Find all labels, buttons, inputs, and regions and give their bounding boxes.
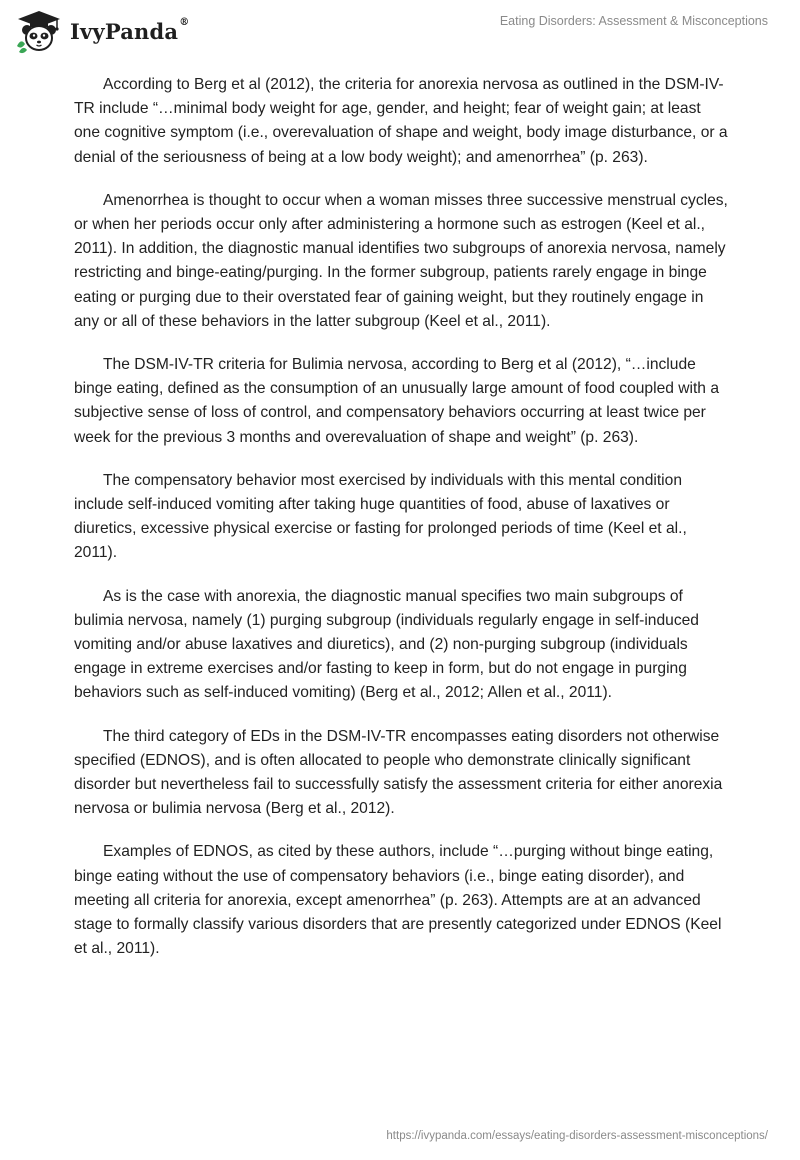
paragraph-5: As is the case with anorexia, the diagnostic manual specifies two main subgroups of bulimia nervosa, namely (1) purging subgroup (individuals regularly engage in self-induced vomiting and/or abuse laxatives and diuretics), and (2) non-purging subgroup (individuals engage in extreme exercises and/or fasting to keep in form, but do not engage in purging behaviors such as self-induced vomiting) (Berg et al., 2012; Allen et al., 2011). bbox=[74, 587, 699, 702]
source-url[interactable]: https://ivypanda.com/essays/eating-disorders-assessment-misconceptions/ bbox=[386, 1130, 768, 1142]
essay-body bbox=[74, 73, 730, 981]
registered-mark: ® bbox=[179, 16, 190, 28]
page-header bbox=[0, 0, 800, 60]
paragraph-3: The DSM-IV-TR criteria for Bulimia nervosa, according to Berg et al (2012), “…include binge eating, defined as the consumption of an unusually large amount of food coupled with a subjective sense of loss of control, and compensatory behaviors occurring at least twice per week for the previous 3 months and overevaluation of shape and weight” (p. 263). bbox=[74, 356, 719, 446]
document-title: Eating Disorders: Assessment & Misconceptions bbox=[499, 14, 768, 28]
paragraph-1: According to Berg et al (2012), the criteria for anorexia nervosa as outlined in the DSM-IV-TR include “…minimal body weight for age, gender, and height; fear of weight gain; at least one cognitive symptom (i.e., overevaluation of shape and weight, body image disturbance, or a denial of the seriousness of being at a low body weight); and amenorrhea” (p. 263). bbox=[74, 76, 728, 166]
logo-wordmark bbox=[70, 16, 190, 44]
panda-graduate-icon bbox=[14, 8, 64, 54]
paragraph-2: Amenorrhea is thought to occur when a woman misses three successive menstrual cycles, or when her periods occur only after administering a hormone such as estrogen (Keel et al., 2011). In addition, the diagnostic manual identifies two subgroups of anorexia nervosa, namely restricting and binge-eating/purging. In the former subgroup, patients rarely engage in binge eating or purging due to their overstated fear of gaining weight, but they routinely engage in any or all of these behaviors in the latter subgroup (Keel et al., 2011). bbox=[74, 191, 728, 330]
paragraph-6: The third category of EDs in the DSM-IV-TR encompasses eating disorders not otherwise specified (EDNOS), and is often allocated to people who demonstrate clinically significant disorder but nevertheless fail to successfully satisfy the assessment criteria for either anorexia nervosa or bulimia nervosa (Berg et al., 2012). bbox=[74, 727, 723, 818]
paragraph-7: Examples of EDNOS, as cited by these authors, include “…purging without binge eating, binge eating without the use of compensatory behaviors (i.e., binge eating disorder), and meeting all criteria for anorexia, except amenorrhea” (p. 263). Attempts are at an advanced stage to formally classify various disorders that are presently categorized under EDNOS (Keel et al., 2011). bbox=[74, 843, 722, 958]
ivypanda-logo[interactable] bbox=[14, 8, 189, 54]
logo-brand-text: IvyPanda bbox=[70, 18, 179, 44]
paragraph-4: The compensatory behavior most exercised by individuals with this mental condition include self-induced vomiting after taking huge quantities of food, abuse of laxatives or diuretics, excessive physical exercise or fasting for prolonged periods of time (Keel et al., 2011). bbox=[74, 471, 687, 562]
